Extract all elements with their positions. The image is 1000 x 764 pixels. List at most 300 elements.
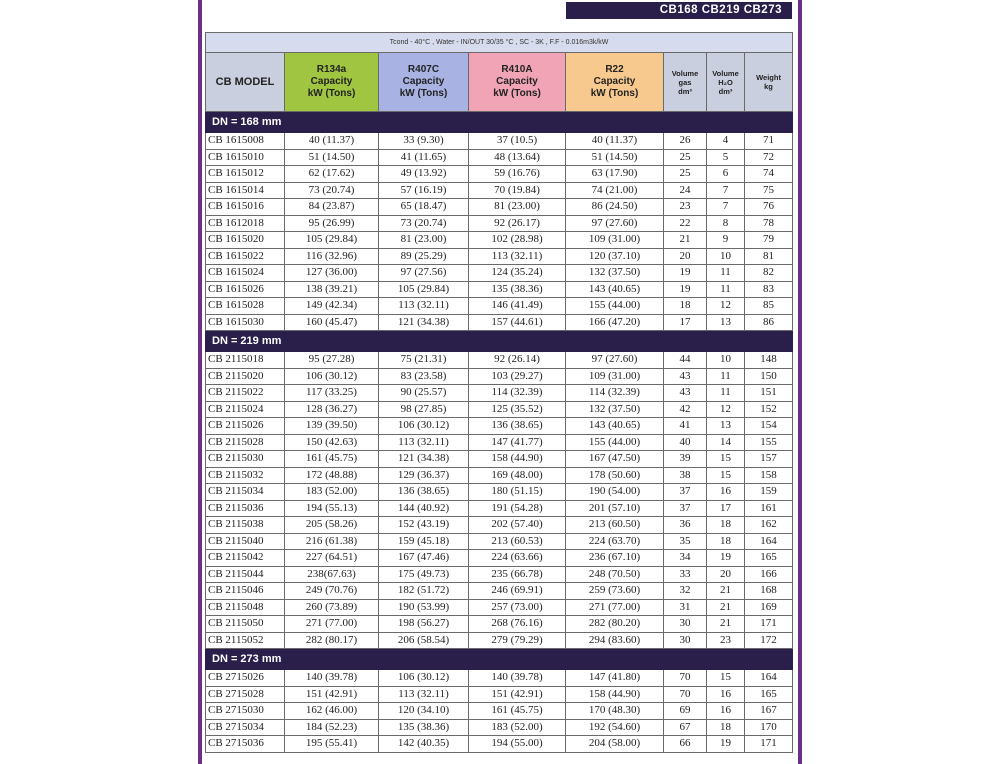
table-cell: 98 (27.85) — [379, 401, 469, 418]
table-cell: 73 (20.74) — [379, 215, 469, 232]
table-cell: 19 — [707, 736, 745, 753]
table-cell: 51 (14.50) — [285, 149, 379, 166]
table-cell: 19 — [664, 281, 707, 298]
table-cell: 224 (63.70) — [566, 533, 664, 550]
table-row — [206, 265, 793, 282]
table-cell: 113 (32.11) — [469, 248, 566, 265]
table-cell: 15 — [707, 467, 745, 484]
table-cell: 40 — [664, 434, 707, 451]
table-cell: 248 (70.50) — [566, 566, 664, 583]
table-cell: 16 — [707, 703, 745, 720]
table-cell: 216 (61.38) — [285, 533, 379, 550]
table-cell: 65 (18.47) — [379, 199, 469, 216]
table-cell: 202 (57.40) — [469, 517, 566, 534]
table-cell: 76 — [745, 199, 793, 216]
table-cell: 37 (10.5) — [469, 133, 566, 150]
table-cell: 143 (40.65) — [566, 418, 664, 435]
table-cell: 10 — [707, 248, 745, 265]
table-cell: 83 — [745, 281, 793, 298]
table-cell: CB 1615010 — [206, 149, 285, 166]
table-cell: 95 (26.99) — [285, 215, 379, 232]
table-cell: 257 (73.00) — [469, 599, 566, 616]
table-cell: 201 (57.10) — [566, 500, 664, 517]
table-cell: 194 (55.00) — [469, 736, 566, 753]
table-cell: 10 — [707, 352, 745, 369]
table-cell: 85 — [745, 298, 793, 315]
table-cell: 37 — [664, 500, 707, 517]
table-cell: CB 2115028 — [206, 434, 285, 451]
table-cell: 279 (79.29) — [469, 632, 566, 649]
table-cell: 43 — [664, 385, 707, 402]
table-cell: 12 — [707, 298, 745, 315]
table-cell: 149 (42.34) — [285, 298, 379, 315]
table-row — [206, 686, 793, 703]
table-cell: 25 — [664, 166, 707, 183]
table-cell: 41 (11.65) — [379, 149, 469, 166]
table-cell: 148 — [745, 352, 793, 369]
table-row — [206, 670, 793, 687]
table-cell: CB 2115036 — [206, 500, 285, 517]
table-cell: CB 1615030 — [206, 314, 285, 331]
table-cell: 147 (41.77) — [469, 434, 566, 451]
table-cell: 169 (48.00) — [469, 467, 566, 484]
table-cell: 192 (54.60) — [566, 719, 664, 736]
table-cell: CB 2115018 — [206, 352, 285, 369]
table-row — [206, 451, 793, 468]
table-cell: 132 (37.50) — [566, 401, 664, 418]
table-cell: 33 — [664, 566, 707, 583]
conditions-row — [206, 33, 793, 53]
table-cell: 89 (25.29) — [379, 248, 469, 265]
table-row — [206, 314, 793, 331]
table-cell: 18 — [707, 517, 745, 534]
table-cell: 71 — [745, 133, 793, 150]
col-r22: R22 Capacity kW (Tons) — [566, 53, 664, 112]
table-cell: 79 — [745, 232, 793, 249]
table-cell: 190 (53.99) — [379, 599, 469, 616]
table-cell: 238(67.63) — [285, 566, 379, 583]
table-cell: 114 (32.39) — [469, 385, 566, 402]
capacity-table — [205, 32, 793, 753]
col-model: CB MODEL — [206, 53, 285, 112]
table-cell: 140 (39.78) — [469, 670, 566, 687]
table-cell: 18 — [707, 533, 745, 550]
table-cell: 235 (66.78) — [469, 566, 566, 583]
table-cell: 213 (60.53) — [469, 533, 566, 550]
table-row — [206, 352, 793, 369]
table-cell: CB 1615016 — [206, 199, 285, 216]
table-cell: 165 — [745, 686, 793, 703]
table-cell: 113 (32.11) — [379, 298, 469, 315]
table-cell: 178 (50.60) — [566, 467, 664, 484]
table-cell: CB 2115052 — [206, 632, 285, 649]
table-cell: 78 — [745, 215, 793, 232]
table-cell: 92 (26.14) — [469, 352, 566, 369]
table-cell: 113 (32.11) — [379, 686, 469, 703]
table-cell: 120 (37.10) — [566, 248, 664, 265]
table-cell: 161 (45.75) — [469, 703, 566, 720]
section-title: DN = 273 mm — [206, 649, 793, 670]
conditions-text: Tcond - 40°C , Water - IN/OUT 30/35 °C , SC - 3K , F.F - 0.016m3k/kW — [206, 33, 793, 53]
col-r407c: R407C Capacity kW (Tons) — [379, 53, 469, 112]
table-cell: 74 (21.00) — [566, 182, 664, 199]
table-row — [206, 385, 793, 402]
table-row — [206, 149, 793, 166]
table-cell: 22 — [664, 215, 707, 232]
section-header — [206, 649, 793, 670]
left-border-bar — [198, 0, 202, 764]
table-row — [206, 281, 793, 298]
table-cell: CB 2115046 — [206, 583, 285, 600]
table-cell: 164 — [745, 670, 793, 687]
table-row — [206, 133, 793, 150]
table-cell: 31 — [664, 599, 707, 616]
table-cell: 5 — [707, 149, 745, 166]
table-cell: 66 — [664, 736, 707, 753]
table-cell: 70 — [664, 686, 707, 703]
capacity-sheet — [205, 32, 792, 753]
right-border-bar — [798, 0, 802, 764]
table-cell: 18 — [707, 719, 745, 736]
table-cell: 136 (38.65) — [379, 484, 469, 501]
table-cell: 43 — [664, 368, 707, 385]
section-header — [206, 112, 793, 133]
table-cell: 105 (29.84) — [285, 232, 379, 249]
table-cell: 113 (32.11) — [379, 434, 469, 451]
table-cell: 12 — [707, 401, 745, 418]
table-cell: CB 2115026 — [206, 418, 285, 435]
table-cell: CB 1615012 — [206, 166, 285, 183]
table-cell: 140 (39.78) — [285, 670, 379, 687]
table-cell: 6 — [707, 166, 745, 183]
table-cell: 15 — [707, 670, 745, 687]
table-cell: 191 (54.28) — [469, 500, 566, 517]
table-cell: 83 (23.58) — [379, 368, 469, 385]
table-cell: 11 — [707, 281, 745, 298]
table-cell: 95 (27.28) — [285, 352, 379, 369]
table-cell: 129 (36.37) — [379, 467, 469, 484]
table-cell: 23 — [664, 199, 707, 216]
table-cell: 42 — [664, 401, 707, 418]
table-cell: 73 (20.74) — [285, 182, 379, 199]
table-cell: 97 (27.60) — [566, 352, 664, 369]
table-row — [206, 467, 793, 484]
table-cell: 30 — [664, 616, 707, 633]
table-cell: 11 — [707, 265, 745, 282]
table-row — [206, 182, 793, 199]
table-row — [206, 368, 793, 385]
table-cell: 135 (38.36) — [379, 719, 469, 736]
table-cell: CB 1615028 — [206, 298, 285, 315]
table-cell: 34 — [664, 550, 707, 567]
table-cell: CB 2115048 — [206, 599, 285, 616]
table-row — [206, 248, 793, 265]
table-cell: 142 (40.35) — [379, 736, 469, 753]
table-cell: 21 — [707, 616, 745, 633]
table-cell: 41 — [664, 418, 707, 435]
table-cell: 227 (64.51) — [285, 550, 379, 567]
model-series-band: CB168 CB219 CB273 — [566, 2, 792, 19]
table-cell: 135 (38.36) — [469, 281, 566, 298]
table-cell: 157 — [745, 451, 793, 468]
table-cell: 249 (70.76) — [285, 583, 379, 600]
table-cell: 146 (41.49) — [469, 298, 566, 315]
table-cell: CB 2715036 — [206, 736, 285, 753]
table-cell: 166 (47.20) — [566, 314, 664, 331]
table-cell: 205 (58.26) — [285, 517, 379, 534]
table-cell: 282 (80.20) — [566, 616, 664, 633]
table-cell: 86 (24.50) — [566, 199, 664, 216]
table-cell: 165 — [745, 550, 793, 567]
col-r134a: R134a Capacity kW (Tons) — [285, 53, 379, 112]
table-cell: 21 — [664, 232, 707, 249]
table-cell: 90 (25.57) — [379, 385, 469, 402]
table-cell: 81 — [745, 248, 793, 265]
table-cell: 157 (44.61) — [469, 314, 566, 331]
table-cell: CB 1615026 — [206, 281, 285, 298]
table-cell: 13 — [707, 418, 745, 435]
header-row — [206, 53, 793, 112]
table-cell: 35 — [664, 533, 707, 550]
table-cell: 36 — [664, 517, 707, 534]
table-cell: CB 1615008 — [206, 133, 285, 150]
table-cell: 11 — [707, 368, 745, 385]
table-cell: 8 — [707, 215, 745, 232]
table-cell: 168 — [745, 583, 793, 600]
table-cell: 159 (45.18) — [379, 533, 469, 550]
table-cell: 162 (46.00) — [285, 703, 379, 720]
table-cell: 57 (16.19) — [379, 182, 469, 199]
table-cell: 144 (40.92) — [379, 500, 469, 517]
table-cell: CB 2115020 — [206, 368, 285, 385]
table-cell: 294 (83.60) — [566, 632, 664, 649]
table-cell: 102 (28.98) — [469, 232, 566, 249]
table-cell: 167 (47.50) — [566, 451, 664, 468]
table-cell: 116 (32.96) — [285, 248, 379, 265]
table-cell: 121 (34.38) — [379, 451, 469, 468]
table-cell: CB 1615022 — [206, 248, 285, 265]
table-cell: 151 — [745, 385, 793, 402]
table-cell: 11 — [707, 385, 745, 402]
col-weight: Weight kg — [745, 53, 793, 112]
table-cell: 106 (30.12) — [379, 670, 469, 687]
table-cell: 150 — [745, 368, 793, 385]
table-cell: 160 (45.47) — [285, 314, 379, 331]
table-cell: 158 — [745, 467, 793, 484]
table-cell: CB 2115042 — [206, 550, 285, 567]
table-cell: 109 (31.00) — [566, 368, 664, 385]
table-cell: 106 (30.12) — [285, 368, 379, 385]
section-title: DN = 219 mm — [206, 331, 793, 352]
table-cell: 26 — [664, 133, 707, 150]
table-cell: 86 — [745, 314, 793, 331]
table-row — [206, 599, 793, 616]
table-row — [206, 215, 793, 232]
table-cell: 268 (76.16) — [469, 616, 566, 633]
table-cell: 128 (36.27) — [285, 401, 379, 418]
table-cell: 182 (51.72) — [379, 583, 469, 600]
table-cell: 92 (26.17) — [469, 215, 566, 232]
table-cell: 19 — [707, 550, 745, 567]
table-cell: 195 (55.41) — [285, 736, 379, 753]
table-row — [206, 500, 793, 517]
table-cell: 21 — [707, 599, 745, 616]
table-cell: 198 (56.27) — [379, 616, 469, 633]
table-cell: 106 (30.12) — [379, 418, 469, 435]
table-cell: 72 — [745, 149, 793, 166]
table-cell: 260 (73.89) — [285, 599, 379, 616]
table-cell: 236 (67.10) — [566, 550, 664, 567]
table-cell: CB 2115024 — [206, 401, 285, 418]
table-cell: 155 (44.00) — [566, 434, 664, 451]
table-row — [206, 418, 793, 435]
table-row — [206, 232, 793, 249]
table-cell: 125 (35.52) — [469, 401, 566, 418]
table-cell: 167 (47.46) — [379, 550, 469, 567]
table-cell: 246 (69.91) — [469, 583, 566, 600]
table-cell: 158 (44.90) — [469, 451, 566, 468]
table-row — [206, 434, 793, 451]
table-cell: 33 (9.30) — [379, 133, 469, 150]
table-cell: 143 (40.65) — [566, 281, 664, 298]
table-cell: 48 (13.64) — [469, 149, 566, 166]
table-cell: 172 (48.88) — [285, 467, 379, 484]
table-cell: 7 — [707, 199, 745, 216]
table-cell: 20 — [707, 566, 745, 583]
table-cell: 18 — [664, 298, 707, 315]
table-cell: 70 — [664, 670, 707, 687]
table-cell: 152 — [745, 401, 793, 418]
table-cell: 40 (11.37) — [285, 133, 379, 150]
table-cell: 147 (41.80) — [566, 670, 664, 687]
table-cell: 39 — [664, 451, 707, 468]
table-cell: 171 — [745, 736, 793, 753]
table-cell: 16 — [707, 686, 745, 703]
table-cell: 132 (37.50) — [566, 265, 664, 282]
table-cell: CB 2115032 — [206, 467, 285, 484]
table-row — [206, 298, 793, 315]
table-cell: 158 (44.90) — [566, 686, 664, 703]
table-cell: 151 (42.91) — [469, 686, 566, 703]
table-cell: CB 2715034 — [206, 719, 285, 736]
table-cell: 67 — [664, 719, 707, 736]
table-cell: 38 — [664, 467, 707, 484]
section-header — [206, 331, 793, 352]
table-cell: 120 (34.10) — [379, 703, 469, 720]
table-cell: 154 — [745, 418, 793, 435]
table-cell: 4 — [707, 133, 745, 150]
table-cell: 40 (11.37) — [566, 133, 664, 150]
table-cell: 117 (33.25) — [285, 385, 379, 402]
table-cell: 204 (58.00) — [566, 736, 664, 753]
table-row — [206, 616, 793, 633]
table-cell: CB 2115022 — [206, 385, 285, 402]
table-cell: 20 — [664, 248, 707, 265]
table-cell: 175 (49.73) — [379, 566, 469, 583]
table-cell: CB 2115050 — [206, 616, 285, 633]
table-row — [206, 401, 793, 418]
table-cell: 51 (14.50) — [566, 149, 664, 166]
table-cell: 25 — [664, 149, 707, 166]
table-cell: CB 2115038 — [206, 517, 285, 534]
table-cell: CB 1615024 — [206, 265, 285, 282]
table-row — [206, 719, 793, 736]
table-cell: CB 1615014 — [206, 182, 285, 199]
table-cell: 259 (73.60) — [566, 583, 664, 600]
table-cell: 136 (38.65) — [469, 418, 566, 435]
table-cell: 17 — [664, 314, 707, 331]
table-cell: 171 — [745, 616, 793, 633]
table-cell: 9 — [707, 232, 745, 249]
table-cell: 7 — [707, 182, 745, 199]
table-row — [206, 550, 793, 567]
table-cell: 24 — [664, 182, 707, 199]
table-cell: 81 (23.00) — [469, 199, 566, 216]
section-title: DN = 168 mm — [206, 112, 793, 133]
table-cell: 97 (27.60) — [566, 215, 664, 232]
table-cell: 159 — [745, 484, 793, 501]
table-cell: 271 (77.00) — [566, 599, 664, 616]
col-r410a: R410A Capacity kW (Tons) — [469, 53, 566, 112]
table-cell: 23 — [707, 632, 745, 649]
table-cell: 32 — [664, 583, 707, 600]
table-row — [206, 566, 793, 583]
table-cell: 184 (52.23) — [285, 719, 379, 736]
table-row — [206, 484, 793, 501]
table-cell: CB 2115044 — [206, 566, 285, 583]
table-cell: CB 1612018 — [206, 215, 285, 232]
table-cell: 37 — [664, 484, 707, 501]
table-cell: 282 (80.17) — [285, 632, 379, 649]
table-row — [206, 199, 793, 216]
table-row — [206, 583, 793, 600]
table-cell: CB 2715028 — [206, 686, 285, 703]
table-cell: 155 — [745, 434, 793, 451]
table-cell: CB 2115034 — [206, 484, 285, 501]
table-cell: 59 (16.76) — [469, 166, 566, 183]
table-cell: 17 — [707, 500, 745, 517]
table-cell: 155 (44.00) — [566, 298, 664, 315]
table-cell: 114 (32.39) — [566, 385, 664, 402]
table-cell: 224 (63.66) — [469, 550, 566, 567]
table-cell: 103 (29.27) — [469, 368, 566, 385]
table-cell: CB 2715030 — [206, 703, 285, 720]
table-row — [206, 166, 793, 183]
table-cell: 75 — [745, 182, 793, 199]
table-cell: 105 (29.84) — [379, 281, 469, 298]
table-cell: 44 — [664, 352, 707, 369]
table-cell: 81 (23.00) — [379, 232, 469, 249]
table-cell: 124 (35.24) — [469, 265, 566, 282]
table-cell: 70 (19.84) — [469, 182, 566, 199]
table-cell: 62 (17.62) — [285, 166, 379, 183]
table-cell: CB 2115040 — [206, 533, 285, 550]
table-cell: 167 — [745, 703, 793, 720]
table-cell: 127 (36.00) — [285, 265, 379, 282]
table-cell: 16 — [707, 484, 745, 501]
table-cell: 183 (52.00) — [285, 484, 379, 501]
table-cell: 194 (55.13) — [285, 500, 379, 517]
table-cell: 13 — [707, 314, 745, 331]
table-row — [206, 632, 793, 649]
table-cell: 109 (31.00) — [566, 232, 664, 249]
table-cell: CB 2115030 — [206, 451, 285, 468]
table-cell: 172 — [745, 632, 793, 649]
table-cell: 161 (45.75) — [285, 451, 379, 468]
table-cell: 166 — [745, 566, 793, 583]
col-volume-gas: Volume gas dm³ — [664, 53, 707, 112]
table-cell: 97 (27.56) — [379, 265, 469, 282]
